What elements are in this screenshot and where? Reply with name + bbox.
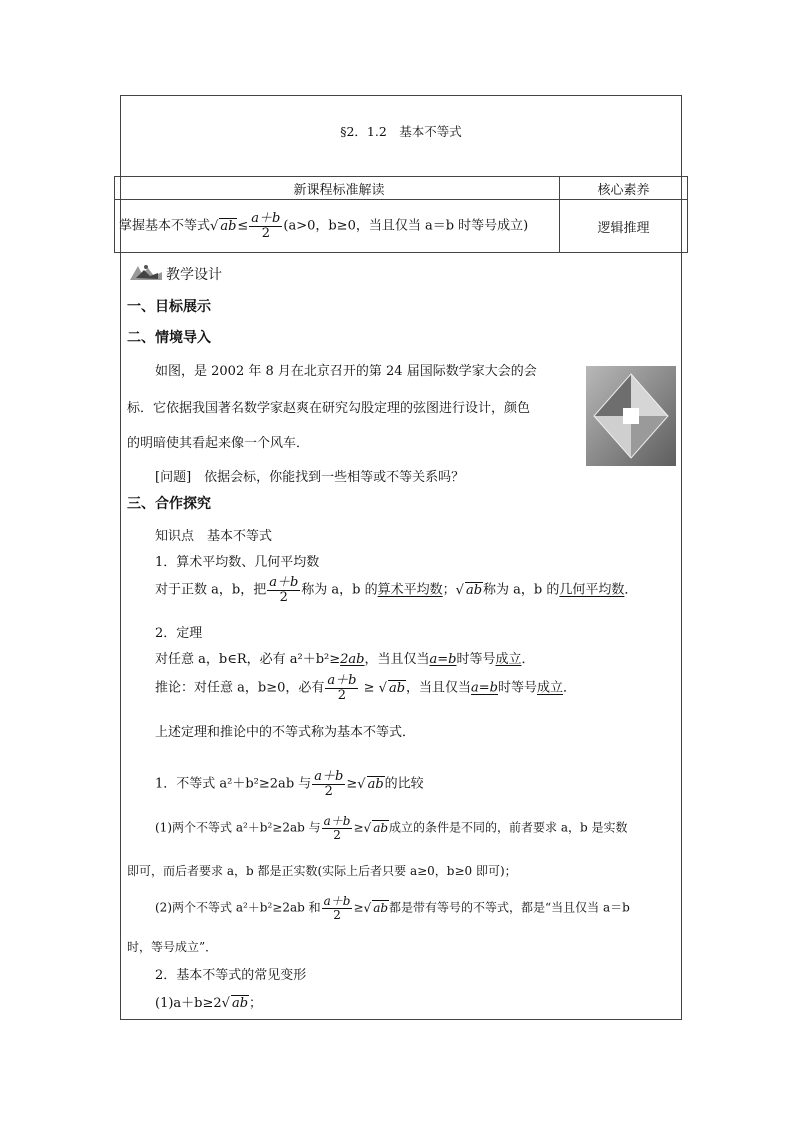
intro-line-1: 如图，是 2002 年 8 月在北京召开的第 24 届国际数学家大会的会 <box>155 364 537 379</box>
fraction <box>249 212 282 240</box>
n1p1-text-c: 成立的条件是不同的，前者要求 a，b 是实数 <box>389 820 628 835</box>
note1-text-c: 的比较 <box>384 776 424 792</box>
corollary-line <box>155 674 576 702</box>
frac-numerator: a＋b <box>323 894 351 908</box>
theorem-line <box>155 648 535 667</box>
corollary-equality: a=b <box>471 680 498 696</box>
sqrt-ab: ab <box>220 218 237 234</box>
geq-symbol: ≥ <box>353 900 364 915</box>
sqrt-ab: ab <box>373 900 389 915</box>
knowledge-heading: 知识点 基本不等式 <box>155 529 273 544</box>
theorem-holds: 成立 <box>495 652 522 667</box>
teaching-design-icon <box>128 262 164 282</box>
leq-symbol: ≤ <box>237 218 249 234</box>
n1p1-text-a: (1)两个不等式 a²＋b²≥2ab 与 <box>155 820 321 835</box>
n2p1-text-a: (1)a＋b≥2 <box>155 996 222 1011</box>
corollary-text-b: ，当且仅当 <box>406 680 472 696</box>
col-standard-header: 新课程标准解读 <box>115 177 560 200</box>
corollary-holds: 成立 <box>537 680 564 696</box>
sqrt-icon: √ <box>210 218 219 234</box>
standard-condition: (a>0，b≥0，当且仅当 a＝b 时等号成立) <box>283 218 529 234</box>
corollary-text-d: ． <box>563 680 577 696</box>
theorem-equality: a=b <box>429 652 457 667</box>
note-2-heading: 2．基本不等式的常见变形 <box>155 968 307 983</box>
means-text-a: 对于正数 a，b，把 <box>155 582 267 598</box>
frac-numerator: a＋b <box>327 673 357 688</box>
note-1-heading <box>155 770 424 798</box>
frac-denominator: 2 <box>333 827 341 842</box>
sqrt-ab: ab <box>231 996 249 1011</box>
theorem-2ab: 2ab <box>340 652 365 667</box>
section-explore: 三、合作探究 <box>127 496 211 512</box>
n1p2-text-c: 都是带有等号的不等式，都是“当且仅当 a＝b <box>389 900 630 915</box>
fraction <box>267 576 300 604</box>
standard-text: 掌握基本不等式 <box>119 218 211 234</box>
theorem-text-c: 时等号 <box>456 652 496 667</box>
page-title: §2．1.2 基本不等式 <box>340 124 462 139</box>
standard-cell <box>115 200 560 253</box>
means-text-b: 称为 a，b 的 <box>301 582 378 598</box>
arithmetic-mean-term: 算术平均数 <box>377 582 443 598</box>
corollary-text-a: 推论：对任意 a，b≥0，必有 <box>155 680 325 696</box>
frac-numerator: a＋b <box>251 210 281 226</box>
theorem-text-b: ，当且仅当 <box>364 652 430 667</box>
geq-symbol: ≥ <box>363 680 375 696</box>
standards-table <box>114 176 688 253</box>
congress-logo-image <box>586 366 676 466</box>
sqrt-icon: √ <box>221 996 230 1011</box>
frac-numerator: a＋b <box>269 575 299 590</box>
sqrt-ab: ab <box>367 776 384 792</box>
means-text-e: ． <box>624 582 638 598</box>
means-text-c: ； <box>442 582 456 598</box>
sqrt-icon: √ <box>363 900 372 915</box>
geometric-mean-term: 几何平均数 <box>559 582 625 598</box>
knowledge-item-1: 1．算术平均数、几何平均数 <box>155 555 320 570</box>
n1p2-text-a: (2)两个不等式 a²＋b²≥2ab 和 <box>155 900 321 915</box>
geq-symbol: ≥ <box>346 776 358 792</box>
section-goals: 一、目标展示 <box>127 299 211 315</box>
note-2-point-1 <box>155 992 262 1011</box>
intro-question: [问题] 依据会标，你能找到一些相等或不等关系吗？ <box>155 470 465 485</box>
note-1-point-2 <box>155 895 630 921</box>
intro-line-3: 的明暗使其看起来像一个风车． <box>127 436 310 451</box>
col-core-header: 核心素养 <box>560 177 688 200</box>
intro-line-2: 标．它依据我国著名数学家赵爽在研究勾股定理的弦图进行设计，颜色 <box>127 401 531 416</box>
sqrt-ab: ab <box>388 680 406 696</box>
fraction <box>322 895 353 921</box>
note1-text-a: 1．不等式 a²＋b²≥2ab 与 <box>155 776 312 792</box>
sqrt-icon: √ <box>378 680 387 696</box>
n2p1-text-b: ； <box>249 996 263 1011</box>
table-header-row <box>115 177 688 200</box>
geq-symbol: ≥ <box>353 820 364 835</box>
sqrt-ab: ab <box>373 820 389 835</box>
section-intro: 二、情境导入 <box>127 330 211 346</box>
sqrt-icon: √ <box>357 776 366 792</box>
corollary-text-c: 时等号 <box>498 680 538 696</box>
sqrt-ab: ab <box>465 582 483 598</box>
theorem-text-d: ． <box>521 652 535 667</box>
frac-numerator: a＋b <box>323 814 351 828</box>
sqrt-icon: √ <box>363 820 372 835</box>
fraction <box>312 770 345 798</box>
teaching-design-banner: 教学设计 <box>166 267 222 283</box>
note-1-point-2-line-2: 时，等号成立”． <box>127 940 218 954</box>
frac-numerator: a＋b <box>314 769 344 784</box>
theorem-text-a: 对任意 a，b∈R，必有 a²＋b²≥ <box>155 652 341 667</box>
fraction <box>325 674 358 702</box>
knowledge-item-2: 2．定理 <box>155 626 203 641</box>
frac-denominator: 2 <box>324 783 333 799</box>
frac-denominator: 2 <box>261 225 270 241</box>
note-1-point-1 <box>155 815 628 841</box>
means-definition <box>155 576 637 604</box>
means-text-d: 称为 a，b 的 <box>483 582 560 598</box>
note-1-point-1-line-2: 即可，而后者要求 a，b 都是正实数(实际上后者只要 a≥0，b≥0 即可)； <box>127 864 517 878</box>
table-row <box>115 200 688 253</box>
core-cell: 逻辑推理 <box>560 200 688 253</box>
frac-denominator: 2 <box>333 907 341 922</box>
fraction <box>322 815 353 841</box>
frac-denominator: 2 <box>337 687 347 703</box>
sqrt-icon: √ <box>455 582 464 598</box>
frac-denominator: 2 <box>279 589 288 605</box>
knowledge-summary: 上述定理和推论中的不等式称为基本不等式． <box>155 725 416 740</box>
